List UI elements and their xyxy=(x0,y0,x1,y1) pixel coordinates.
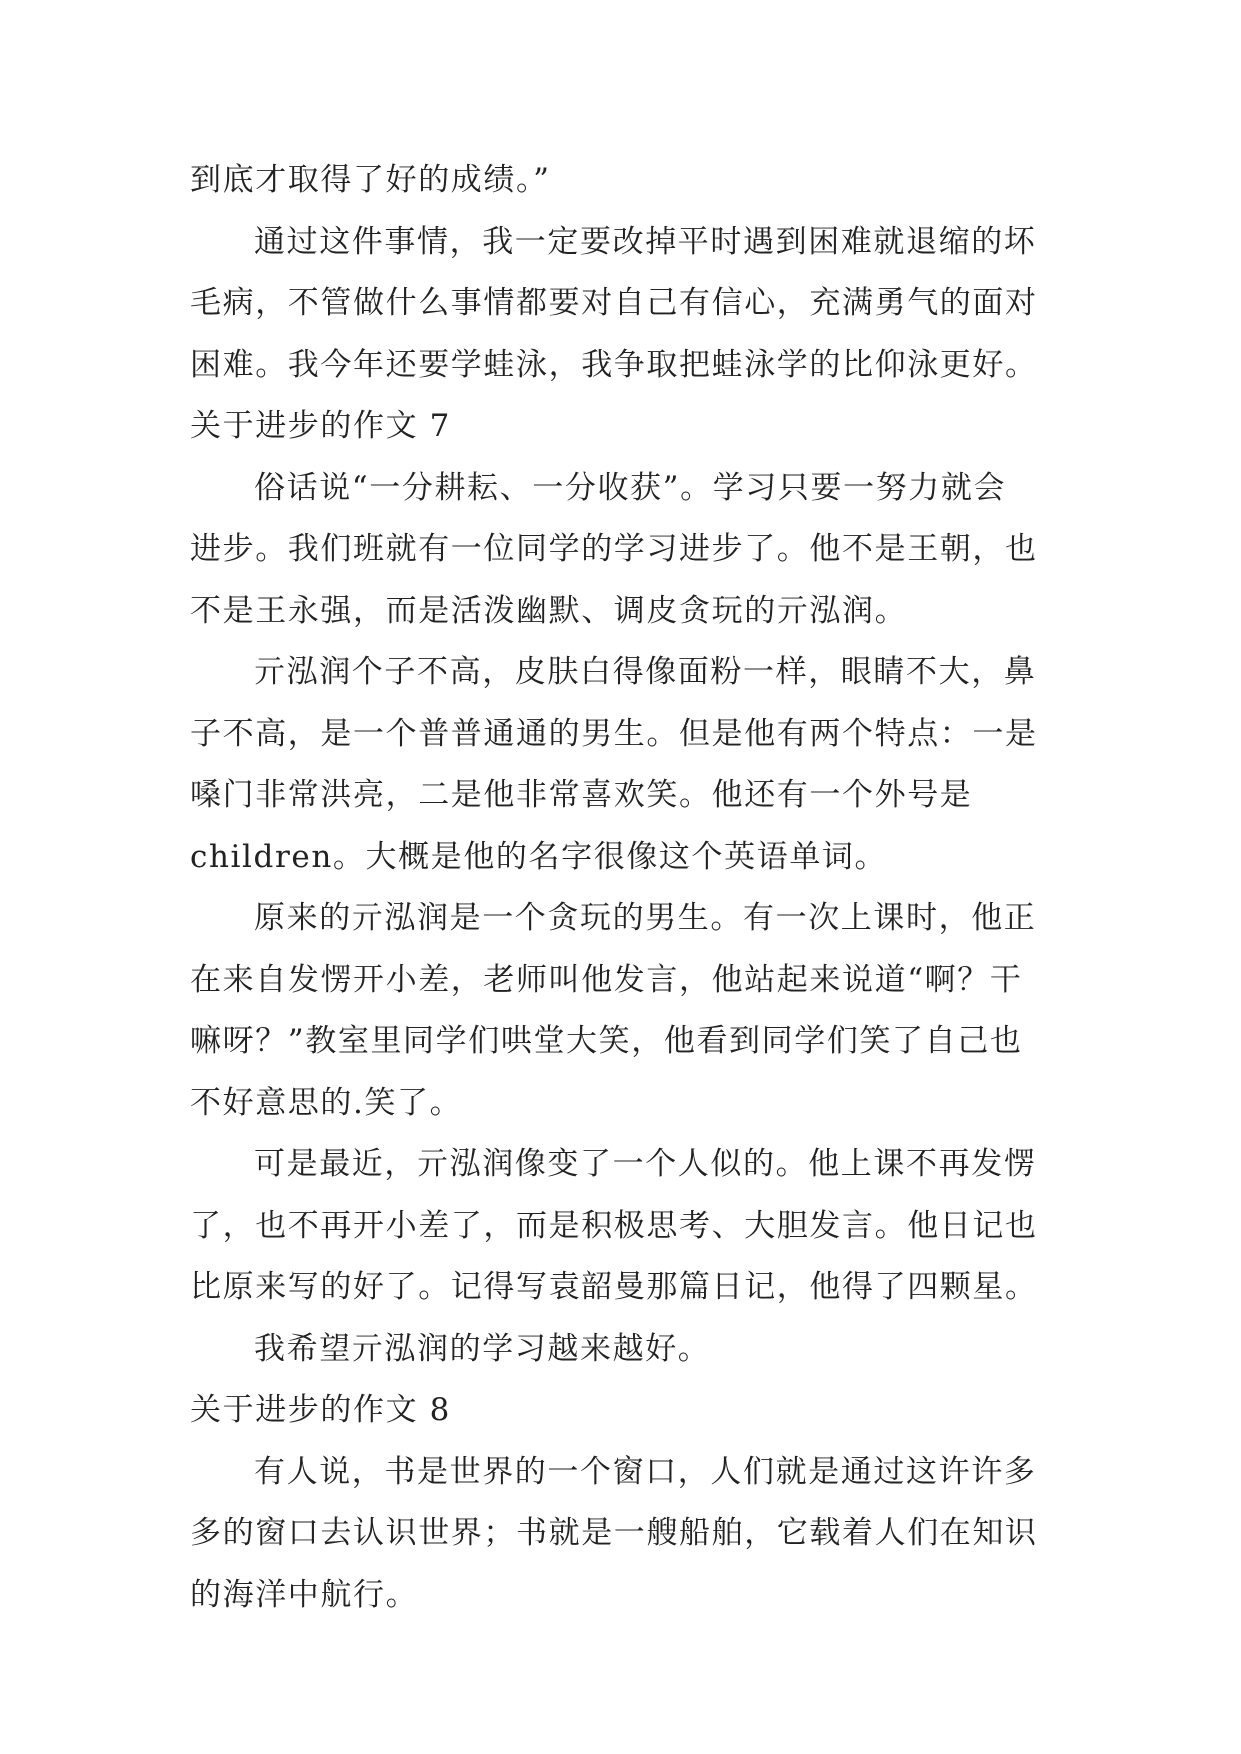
text-line: 困难。我今年还要学蛙泳，我争取把蛙泳学的比仰泳更好。 xyxy=(190,346,1038,383)
text-line: 毛病，不管做什么事情都要对自己有信心，充满勇气的面对 xyxy=(190,285,1038,321)
text-line: 进步。我们班就有一位同学的学习进步了。他不是王朝，也 xyxy=(190,531,1038,567)
section-heading: 关于进步的作文 7 xyxy=(190,408,451,444)
text-line: 我希望亓泓润的学习越来越好。 xyxy=(254,1330,711,1367)
text-line: 有人说，书是世界的一个窗口，人们就是通过这许许多 xyxy=(254,1453,1037,1490)
text-line: 俗话说“一分耕耘、一分收获”。学习只要一努力就会 xyxy=(254,469,1007,506)
text-line: 不是王永强，而是活泼幽默、调皮贪玩的亓泓润。 xyxy=(190,592,908,629)
text-line: 子不高，是一个普普通通的男生。但是他有两个特点：一是 xyxy=(190,715,1038,752)
text-line: 嗓门非常洪亮，二是他非常喜欢笑。他还有一个外号是 xyxy=(190,777,973,813)
text-line: 比原来写的好了。记得写袁韶曼那篇日记，他得了四颗星。 xyxy=(190,1269,1038,1305)
text-line: 可是最近，亓泓润像变了一个人似的。他上课不再发愣 xyxy=(254,1146,1037,1182)
text-line: 亓泓润个子不高，皮肤白得像面粉一样，眼睛不大，鼻 xyxy=(254,654,1037,690)
section-heading: 关于进步的作文 8 xyxy=(190,1392,451,1428)
text-line: 多的窗口去认识世界；书就是一艘船舶，它载着人们在知识 xyxy=(190,1515,1038,1551)
text-line: 嘛呀？”教室里同学们哄堂大笑，他看到同学们笑了自己也 xyxy=(190,1023,1023,1059)
text-line: children。大概是他的名字很像这个英语单词。 xyxy=(190,838,888,875)
text-line: 到底才取得了好的成绩。” xyxy=(190,162,551,198)
text-line: 了，也不再开小差了，而是积极思考、大胆发言。他日记也 xyxy=(190,1207,1038,1244)
text-line: 通过这件事情，我一定要改掉平时遇到困难就退缩的坏 xyxy=(254,223,1037,260)
text-line: 原来的亓泓润是一个贪玩的男生。有一次上课时，他正 xyxy=(254,900,1037,936)
text-line: 不好意思的.笑了。 xyxy=(190,1084,463,1121)
text-line: 在来自发愣开小差，老师叫他发言，他站起来说道“啊？干 xyxy=(190,961,1023,998)
text-line: 的海洋中航行。 xyxy=(190,1576,419,1613)
document-body xyxy=(190,150,1070,1626)
